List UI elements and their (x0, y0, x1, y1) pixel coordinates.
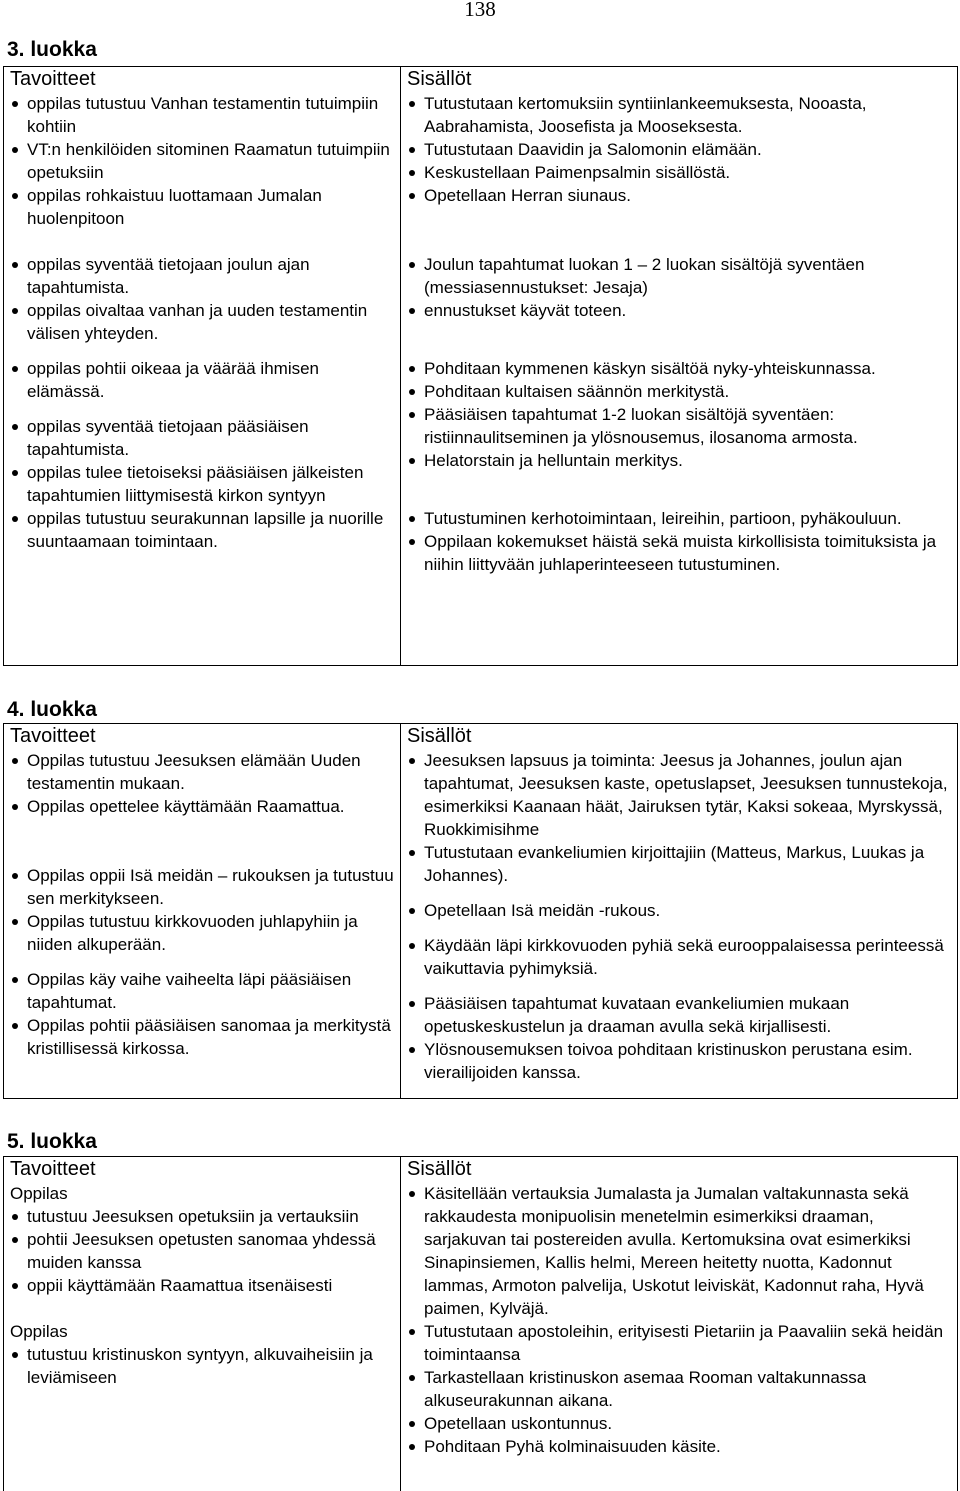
goal-list (10, 92, 400, 230)
list-item: Ylösnousemuksen toivoa pohditaan kristinuskon perustana esim. vierailijoiden kanssa. (407, 1038, 957, 1084)
grade-3-table (3, 66, 958, 666)
content-list (407, 899, 957, 922)
grade-4-goals-cell (4, 724, 401, 1099)
goal-list (10, 415, 400, 553)
goals-header: Tavoitteet (10, 724, 400, 749)
grade-4-title: 4. luokka (7, 698, 97, 721)
grade-3-goals-cell (4, 67, 401, 666)
content-list (407, 749, 957, 887)
grade-3-heading (7, 37, 97, 63)
list-item: Keskustellaan Paimenpsalmin sisällöstä. (407, 161, 957, 184)
list-item: Käydään läpi kirkkovuoden pyhiä sekä eurooppalaisessa perinteessä vaikuttavia pyhimyksiä. (407, 934, 957, 980)
list-item: Tutustutaan evankeliumien kirjoittajiin (Matteus, Markus, Luukas ja Johannes). (407, 841, 957, 887)
list-item: oppilas rohkaistuu luottamaan Jumalan huolenpitoon (10, 184, 400, 230)
grade-3-title: 3. luokka (7, 38, 97, 61)
grade-4-heading (7, 697, 97, 723)
goal-group-lead: Oppilas (10, 1182, 400, 1205)
list-item: Pohditaan kymmenen käskyn sisältöä nyky-yhteiskunnassa. (407, 357, 957, 380)
list-item: Oppilas käy vaihe vaiheelta läpi pääsiäisen tapahtumat. (10, 968, 400, 1014)
list-item: Pääsiäisen tapahtumat 1-2 luokan sisältöjä syventäen: ristiinnaulitseminen ja ylösnousemus, ilosanoma armosta. (407, 403, 957, 449)
content-list (407, 1182, 957, 1458)
grade-5-table (3, 1156, 958, 1491)
goal-list (10, 357, 400, 403)
page-number: 138 (0, 0, 960, 22)
goal-list (10, 1205, 400, 1297)
list-item: tutustuu kristinuskon syntyyn, alkuvaiheisiin ja leviämiseen (10, 1343, 400, 1389)
goals-header: Tavoitteet (10, 1157, 400, 1182)
goal-group-lead: Oppilas (10, 1320, 400, 1343)
list-item: Tutustutaan apostoleihin, erityisesti Pietariin ja Paavaliin sekä heidän toimintaansa (407, 1320, 957, 1366)
list-item: oppilas oivaltaa vanhan ja uuden testamentin välisen yhteyden. (10, 299, 400, 345)
list-item: Oppilas tutustuu kirkkovuoden juhlapyhiin ja niiden alkuperään. (10, 910, 400, 956)
list-item: Pohditaan Pyhä kolminaisuuden käsite. (407, 1435, 957, 1458)
grade-5-heading (7, 1129, 97, 1155)
list-item: Oppilas pohtii pääsiäisen sanomaa ja merkitystä kristillisessä kirkossa. (10, 1014, 400, 1060)
list-item: Tutustutaan kertomuksiin syntiinlankeemuksesta, Nooasta, Aabrahamista, Joosefista ja Mooseksesta. (407, 92, 957, 138)
goal-list (10, 864, 400, 956)
content-list (407, 934, 957, 980)
goal-list (10, 1343, 400, 1389)
list-item: oppii käyttämään Raamattua itsenäisesti (10, 1274, 400, 1297)
grade-5-contents-cell (401, 1157, 958, 1491)
goal-list (10, 253, 400, 345)
grade-3-contents-cell (401, 67, 958, 666)
goals-header: Tavoitteet (10, 67, 400, 92)
list-item: oppilas tutustuu seurakunnan lapsille ja nuorille suuntaamaan toimintaan. (10, 507, 400, 553)
list-item: tutustuu Jeesuksen opetuksiin ja vertauksiin (10, 1205, 400, 1228)
contents-header: Sisällöt (407, 1157, 957, 1182)
list-item: oppilas tulee tietoiseksi pääsiäisen jälkeisten tapahtumien liittymisestä kirkon syntyyn (10, 461, 400, 507)
list-item: Oppilaan kokemukset häistä sekä muista kirkollisista toimituksista ja niihin liittyvään juhlaperinteeseen tutustuminen. (407, 530, 957, 576)
grade-4-contents-cell (401, 724, 958, 1099)
list-item: oppilas syventää tietojaan pääsiäisen tapahtumista. (10, 415, 400, 461)
grade-5-title: 5. luokka (7, 1130, 97, 1153)
list-item: Käsitellään vertauksia Jumalasta ja Jumalan valtakunnasta sekä rakkaudesta monipuolisin menetelmin esimerkiksi draaman, sarjakuvan tai postereiden avulla. Kertomuksina ovat esimerkiksi Sinapinsiemen, Kallis helmi, Mereen heitetty nuotta, Kadonnut lammas, Armoton palvelija, Uskotut leiviskät, Kadonnut raha, Hyvä paimen, Kylväjä. (407, 1182, 957, 1320)
list-item: Pääsiäisen tapahtumat kuvataan evankeliumien mukaan opetuskeskustelun ja draaman avulla sekä kirjallisesti. (407, 992, 957, 1038)
goal-list (10, 749, 400, 818)
list-item: VT:n henkilöiden sitominen Raamatun tutuimpiin opetuksiin (10, 138, 400, 184)
list-item: Tutustutaan Daavidin ja Salomonin elämään. (407, 138, 957, 161)
list-item: Opetellaan Herran siunaus. (407, 184, 957, 207)
list-item: Tarkastellaan kristinuskon asemaa Rooman valtakunnassa alkuseurakunnan aikana. (407, 1366, 957, 1412)
list-item: Jeesuksen lapsuus ja toiminta: Jeesus ja Johannes, joulun ajan tapahtumat, Jeesuksen kaste, opetuslapset, Jeesuksen tunnustekoja, esimerkiksi Kaanaan häät, Jairuksen tytär, Kaksi sokeaa, Myrskyssä, Ruokkimisihme (407, 749, 957, 841)
content-list (407, 253, 957, 322)
grade-5-goals-cell (4, 1157, 401, 1491)
goal-list (10, 968, 400, 1060)
list-item: pohtii Jeesuksen opetusten sanomaa yhdessä muiden kanssa (10, 1228, 400, 1274)
content-list (407, 357, 957, 472)
contents-header: Sisällöt (407, 724, 957, 749)
list-item: Tutustuminen kerhotoimintaan, leireihin, partioon, pyhäkouluun. (407, 507, 957, 530)
list-item: Joulun tapahtumat luokan 1 – 2 luokan sisältöjä syventäen (messiasennustukset: Jesaja) (407, 253, 957, 299)
list-item: oppilas syventää tietojaan joulun ajan tapahtumista. (10, 253, 400, 299)
list-item: oppilas pohtii oikeaa ja väärää ihmisen elämässä. (10, 357, 400, 403)
content-list (407, 992, 957, 1084)
list-item: Oppilas opettelee käyttämään Raamattua. (10, 795, 400, 818)
list-item: Pohditaan kultaisen säännön merkitystä. (407, 380, 957, 403)
list-item: Opetellaan uskontunnus. (407, 1412, 957, 1435)
list-item: Oppilas tutustuu Jeesuksen elämään Uuden testamentin mukaan. (10, 749, 400, 795)
contents-header: Sisällöt (407, 67, 957, 92)
content-list (407, 92, 957, 207)
grade-4-table (3, 723, 958, 1099)
list-item: Oppilas oppii Isä meidän – rukouksen ja tutustuu sen merkitykseen. (10, 864, 400, 910)
list-item: oppilas tutustuu Vanhan testamentin tutuimpiin kohtiin (10, 92, 400, 138)
content-list (407, 507, 957, 576)
list-item: ennustukset käyvät toteen. (407, 299, 957, 322)
list-item: Helatorstain ja helluntain merkitys. (407, 449, 957, 472)
list-item: Opetellaan Isä meidän -rukous. (407, 899, 957, 922)
